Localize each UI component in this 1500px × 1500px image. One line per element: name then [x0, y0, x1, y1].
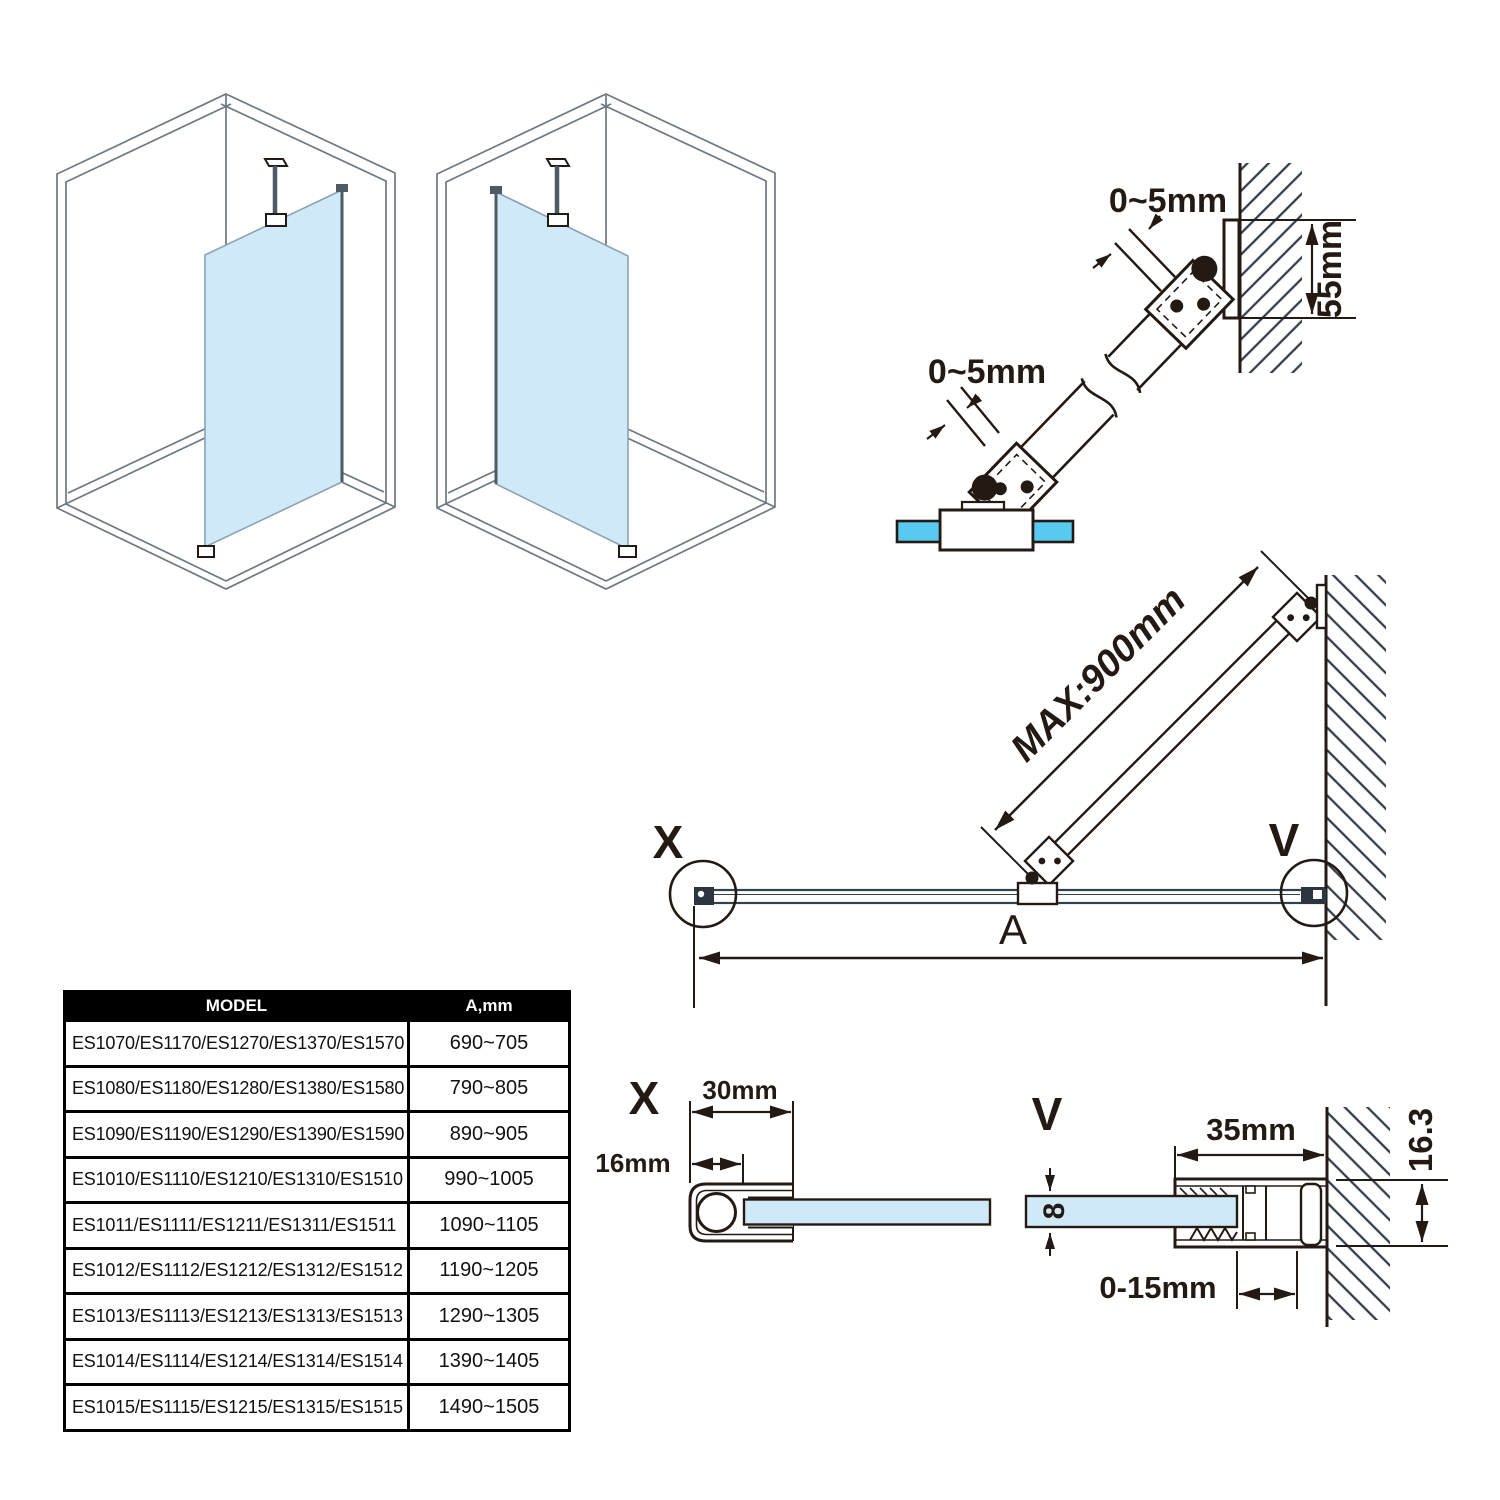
table-row — [65, 1066, 570, 1112]
dim-label-55mm: 55mm — [1311, 219, 1349, 319]
dim-label-16mm: 16mm — [595, 1148, 671, 1178]
marker-label-x: X — [652, 816, 684, 868]
model-cell: ES1013/ES1113/ES1213/ES1313/ES1513 — [65, 1294, 409, 1340]
wall-hatching — [1241, 163, 1302, 373]
detail-title-v: V — [1031, 1088, 1063, 1140]
dim-label-gap-top: 0~5mm — [1108, 182, 1228, 220]
dim-label-30mm: 30mm — [702, 1075, 778, 1105]
table-row — [65, 1294, 570, 1340]
range-cell: 890~905 — [409, 1112, 570, 1158]
table-row — [65, 1339, 570, 1385]
range-cell: 1090~1105 — [409, 1203, 570, 1249]
glass-clamp-plan — [1018, 883, 1057, 904]
model-cell: ES1070/ES1170/ES1270/ES1370/ES1570 — [65, 1021, 409, 1067]
table-header-row — [65, 992, 570, 1021]
dim-label-35mm: 35mm — [1206, 1112, 1296, 1147]
marker-label-v: V — [1268, 814, 1300, 866]
range-cell: 990~1005 — [409, 1157, 570, 1203]
range-cell: 1290~1305 — [409, 1294, 570, 1340]
rod-glass-clamp — [266, 214, 286, 226]
profile-detail-v — [1026, 1088, 1448, 1327]
dim-glass-8 — [1038, 1168, 1071, 1256]
table-row — [65, 1203, 570, 1249]
model-cell: ES1010/ES1110/ES1210/ES1310/ES1510 — [65, 1157, 409, 1203]
dim-a — [694, 906, 1323, 1008]
range-cell: 1390~1405 — [409, 1339, 570, 1385]
floor-foot — [619, 546, 636, 557]
ceiling-bracket — [265, 159, 287, 166]
support-bar-plan — [1025, 613, 1297, 885]
ceiling-bracket — [547, 159, 569, 166]
isometric-view-right — [437, 94, 775, 589]
dim-label-max-900mm: MAX:900mm — [1003, 579, 1195, 771]
table-row — [65, 1248, 570, 1294]
dim-label-a: A — [998, 906, 1028, 953]
wall-hatching — [1327, 575, 1386, 940]
profile-detail-x — [595, 1072, 990, 1241]
glass-clamp — [940, 510, 1033, 550]
gap-callout-bottom — [927, 353, 1046, 446]
dim-max-900mm — [981, 551, 1311, 881]
dim-35mm — [1175, 1112, 1324, 1178]
table-row — [65, 1112, 570, 1158]
model-cell: ES1015/ES1115/ES1215/ES1315/ES1515 — [65, 1385, 409, 1431]
profile-x-cap — [694, 887, 714, 905]
table-row — [65, 1385, 570, 1431]
range-cell: 790~805 — [409, 1066, 570, 1112]
model-cell: ES1090/ES1190/ES1290/ES1390/ES1590 — [65, 1112, 409, 1158]
range-cell: 690~705 — [409, 1021, 570, 1067]
dim-label-gap-bottom: 0~5mm — [927, 353, 1047, 391]
glass-section — [744, 1200, 990, 1225]
glass-edge-left — [897, 521, 940, 542]
model-cell: ES1014/ES1114/ES1214/ES1314/ES1514 — [65, 1339, 409, 1385]
range-cell: 1190~1205 — [409, 1248, 570, 1294]
range-cell: 1490~1505 — [409, 1385, 570, 1431]
dim-label-8: 8 — [1038, 1202, 1071, 1220]
rod-glass-clamp — [548, 214, 568, 226]
dim-label-0-15mm: 0-15mm — [1099, 1270, 1217, 1305]
wall-hatching — [1328, 1107, 1390, 1320]
table-row — [65, 1157, 570, 1203]
model-table — [63, 990, 571, 1432]
wall-plate-plan — [1317, 585, 1326, 628]
v-profile-chamber — [1301, 1184, 1321, 1245]
bar-upper-hinge — [1146, 260, 1234, 348]
header-a-mm: A,mm — [409, 992, 570, 1021]
model-cell: ES1011/ES1111/ES1211/ES1311/ES1511 — [65, 1203, 409, 1249]
plan-view — [653, 551, 1386, 1008]
glass-panel — [496, 192, 628, 549]
floor-foot — [198, 546, 214, 557]
glass-edge-right — [1033, 521, 1073, 542]
model-cell: ES1012/ES1112/ES1212/ES1312/ES1512 — [65, 1248, 409, 1294]
glass-panel-plan — [697, 890, 1325, 903]
header-model: MODEL — [65, 992, 409, 1021]
support-bar-detail — [897, 163, 1356, 550]
isometric-view-left — [57, 94, 395, 589]
dim-label-16-3: 16.3 — [1402, 1107, 1439, 1173]
model-cell: ES1080/ES1180/ES1280/ES1380/ES1580 — [65, 1066, 409, 1112]
dim-0-15mm — [1099, 1251, 1297, 1309]
table-row — [65, 1021, 570, 1067]
dim-16mm — [595, 1148, 743, 1186]
detail-title-x: X — [628, 1072, 660, 1124]
